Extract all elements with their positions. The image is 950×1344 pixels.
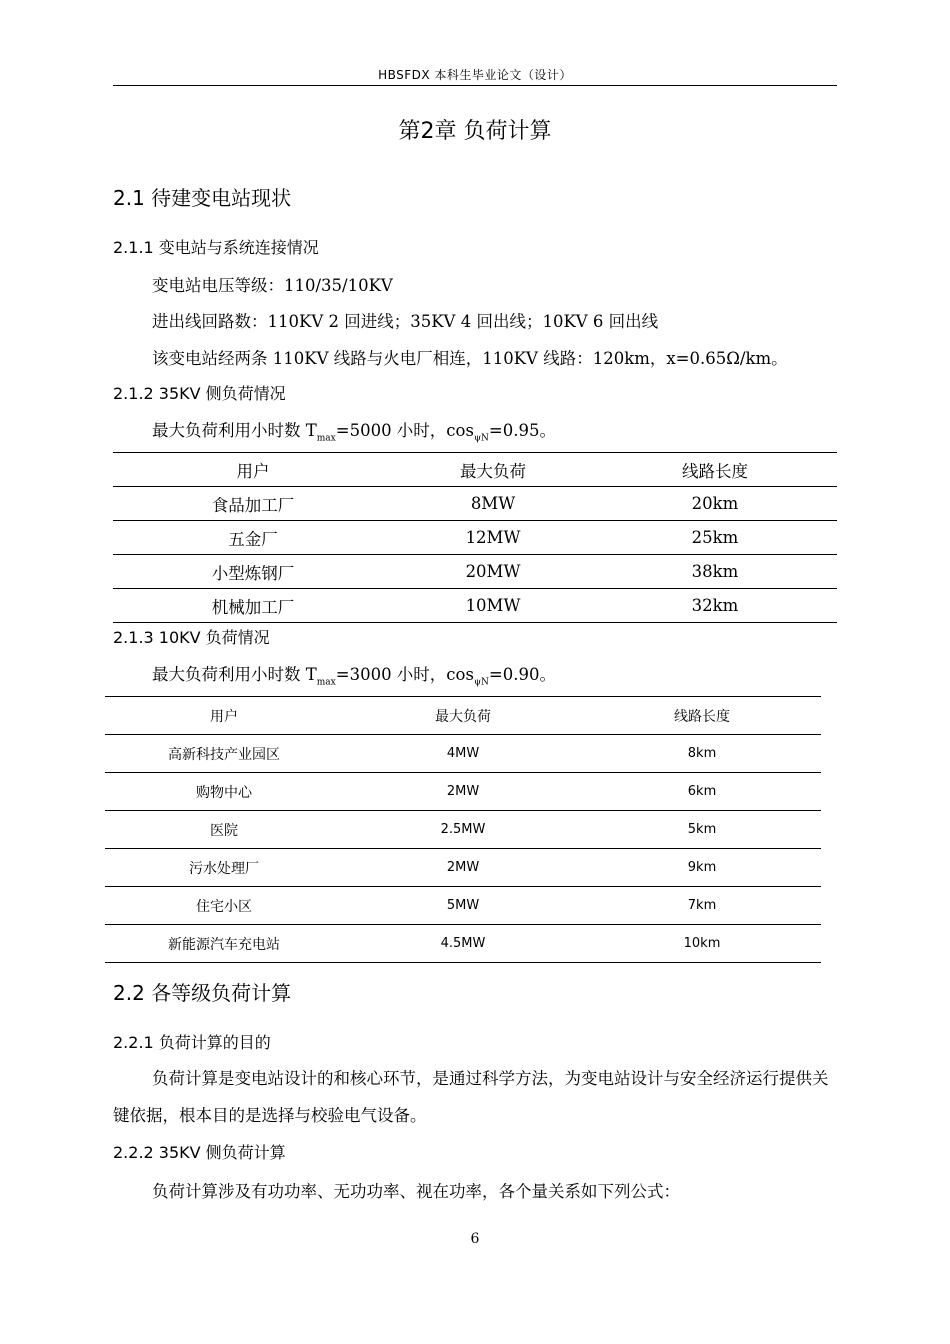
table-cell: 机械加工厂 [113,589,393,623]
circuit-count-line: 进出线回路数：110KV 2 回进线；35KV 4 回出线；10KV 6 回出线 [152,312,659,331]
table-row [105,773,821,811]
table-row [105,811,821,849]
table-cell: 五金厂 [113,521,393,555]
table-cell: 6km [583,773,821,811]
section-2-1-2-heading: 2.1.2 35KV 侧负荷情况 [113,384,286,403]
table-cell: 5MW [343,887,583,925]
table-cell: 25km [593,521,837,555]
table-cell: 住宅小区 [105,887,343,925]
table-cell: 32km [593,589,837,623]
header-cell-user: 用户 [105,697,343,735]
table-cell: 购物中心 [105,773,343,811]
voltage-level-line: 变电站电压等级：110/35/10KV [152,276,393,295]
table-row [105,735,821,773]
table-row [113,555,837,589]
connection-line: 该变电站经两条 110KV 线路与火电厂相连，110KV 线路：120km，x=0.65Ω/km。 [152,349,788,368]
table-header-row [113,453,837,487]
section-2-1-1-heading: 2.1.1 变电站与系统连接情况 [113,238,319,257]
table-cell: 20km [593,487,837,521]
table-cell: 2MW [343,849,583,887]
table-cell: 9km [583,849,821,887]
35kv-load-table [113,452,837,623]
table-row [105,887,821,925]
section-2-2-2-heading: 2.2.2 35KV 侧负荷计算 [113,1143,286,1162]
header-cell-max-load: 最大负荷 [393,453,593,487]
table-cell: 小型炼钢厂 [113,555,393,589]
formula-intro-paragraph: 负荷计算涉及有功功率、无功功率、视在功率，各个量关系如下列公式： [152,1182,680,1201]
table-cell: 12MW [393,521,593,555]
table-cell: 4MW [343,735,583,773]
table-cell: 高新科技产业园区 [105,735,343,773]
header-rule [113,85,837,86]
header-cell-user: 用户 [113,453,393,487]
table-header-row [105,697,821,735]
load-calc-purpose-paragraph: 负荷计算是变电站设计的和核心环节，是通过科学方法，为变电站设计与安全经济运行提供关键依据，根本目的是选择与校验电气设备。 [113,1069,829,1125]
table-cell: 38km [593,555,837,589]
page-header: HBSFDX 本科生毕业论文（设计） [378,68,572,82]
section-2-2-1-heading: 2.2.1 负荷计算的目的 [113,1033,271,1052]
header-cell-line-length: 线路长度 [593,453,837,487]
section-2-1-3-heading: 2.1.3 10KV 负荷情况 [113,628,270,647]
table-row [113,521,837,555]
table-cell: 4.5MW [343,925,583,963]
table-cell: 7km [583,887,821,925]
table-cell: 8MW [393,487,593,521]
page-number: 6 [470,1231,480,1247]
table-cell: 污水处理厂 [105,849,343,887]
table-cell: 5km [583,811,821,849]
chapter-title: 第2章 负荷计算 [398,119,552,144]
table-cell: 2MW [343,773,583,811]
table-cell: 食品加工厂 [113,487,393,521]
table-cell: 10km [583,925,821,963]
section-2-1-heading: 2.1 待建变电站现状 [113,186,292,210]
10kv-load-table [105,696,821,963]
table-cell: 医院 [105,811,343,849]
table-cell: 20MW [393,555,593,589]
table-cell: 8km [583,735,821,773]
table-row [113,487,837,521]
table-row [113,589,837,623]
10kv-intro-line: 最大负荷利用小时数 $T_{max}=3000$ 小时，$\cos_{\psi N}=0.90$。 [152,665,556,688]
table-row [105,925,821,963]
table-cell: 2.5MW [343,811,583,849]
header-cell-line-length: 线路长度 [583,697,821,735]
35kv-intro-line: 最大负荷利用小时数 $T_{max}=5000$ 小时，$\cos_{\psi N}=0.95$。 [152,421,556,444]
table-row [105,849,821,887]
table-cell: 新能源汽车充电站 [105,925,343,963]
header-cell-max-load: 最大负荷 [343,697,583,735]
section-2-2-heading: 2.2 各等级负荷计算 [113,981,292,1005]
table-cell: 10MW [393,589,593,623]
